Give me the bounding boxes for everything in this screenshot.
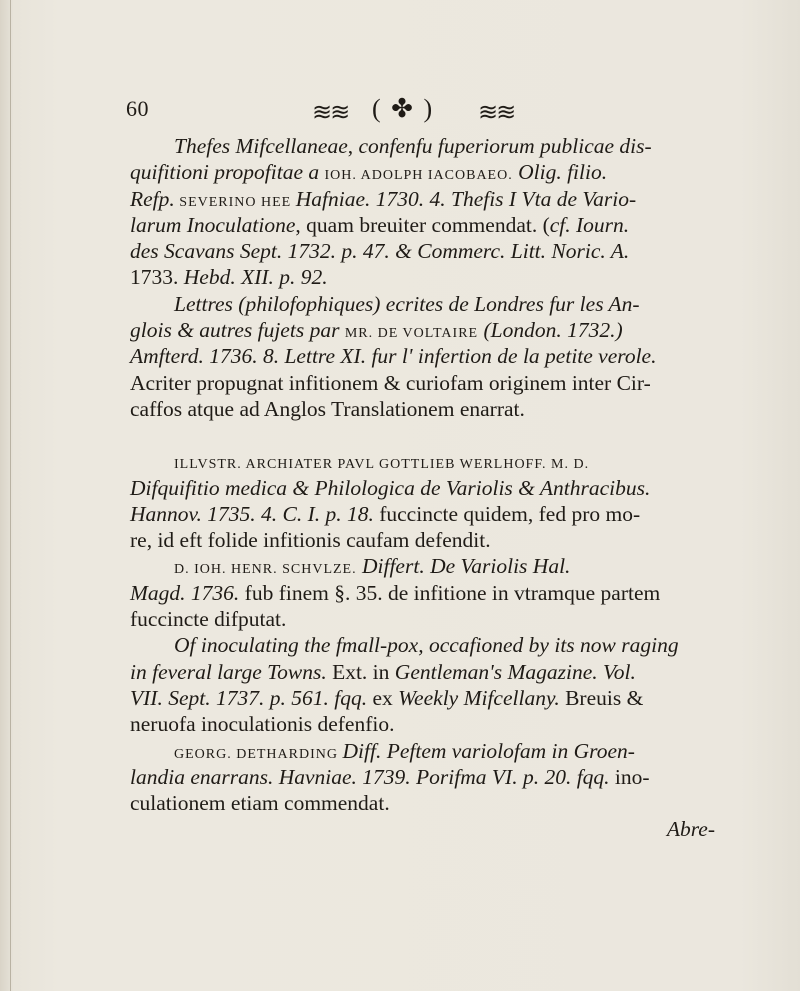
- paragraph-gap: [130, 422, 715, 448]
- roman-text: ,: [347, 134, 359, 158]
- roman-text: re, id eft folide infitionis caufam defendit.: [130, 528, 491, 553]
- italic-text: Gentleman's Magazine. Vol.: [394, 659, 636, 684]
- text-line: [130, 475, 715, 501]
- roman-text: , quam breuiter commendat. (: [295, 212, 550, 237]
- italic-text: Weekly Mifcellany.: [398, 685, 560, 710]
- roman-text: fuccincte difputat.: [130, 607, 287, 632]
- text-line: [130, 553, 715, 579]
- text-line: [130, 685, 715, 711]
- roman-text: ex: [367, 685, 399, 710]
- small-caps-name: IOH. ADOLPH IACOBAEO.: [324, 168, 513, 184]
- italic-text: cf. Iourn.: [549, 212, 630, 237]
- text-line: [130, 212, 715, 238]
- roman-text: Ext. in: [326, 659, 395, 684]
- ornament-left-icon: ≋≋: [312, 100, 349, 126]
- italic-text: Amfterd. 1736. 8. Lettre XI. fur l' infertion de la petite verole.: [130, 344, 657, 369]
- text-line: [130, 186, 715, 212]
- italic-text: Hafniae. 1730. 4. Thefis I Vta de Vario-: [295, 186, 637, 211]
- italic-text: Magd. 1736.: [130, 580, 240, 605]
- italic-text: landia enarrans. Havniae. 1739. Porifma VI. p. 20. fqq.: [130, 764, 610, 789]
- ornament-center-icon: ( ✤ ): [372, 94, 435, 123]
- catchword-text: Abre-: [666, 817, 715, 842]
- roman-text: fuccincte quidem, fed pro mo-: [373, 501, 641, 526]
- text-line: [130, 291, 715, 317]
- italic-text: Thefes Mifcellaneae: [174, 134, 348, 158]
- italic-text: Differt. De Variolis Hal.: [356, 554, 571, 579]
- small-caps-name: GEORG. DETHARDING: [174, 746, 343, 762]
- roman-text: caffos atque ad Anglos Translationem enarrat.: [130, 396, 525, 421]
- text-line: [130, 448, 715, 474]
- page-header: [126, 92, 726, 132]
- roman-text: ino-: [609, 764, 650, 789]
- italic-text: Of inoculating the fmall-pox, occafioned by its now raging: [174, 633, 679, 658]
- page-number: 60: [126, 96, 149, 121]
- italic-text: VII. Sept. 1737. p. 561. fqq.: [130, 685, 368, 710]
- italic-text: Olig. filio.: [512, 160, 608, 185]
- text-line: [130, 264, 715, 290]
- text-line: [130, 343, 715, 369]
- text-line: [130, 370, 715, 396]
- italic-text: (London. 1732.): [478, 318, 623, 343]
- roman-text: neruofa inoculationis defenfio.: [130, 712, 395, 737]
- italic-text: larum Inoculatione: [130, 212, 296, 237]
- small-caps-name: D. IOH. HENR. SCHVLZE.: [174, 562, 357, 578]
- italic-text: Difquifitio medica & Philologica de Variolis & Anthracibus.: [130, 475, 651, 500]
- italic-text: Hebd. XII. p. 92.: [183, 265, 328, 290]
- italic-text: Refp.: [130, 186, 175, 211]
- small-caps-name: SEVERINO HEE: [174, 194, 296, 210]
- text-line: [130, 738, 715, 764]
- roman-text: 1733.: [130, 265, 184, 290]
- text-line: [130, 396, 715, 422]
- italic-text: glois & autres fujets par: [130, 318, 345, 343]
- text-line: [130, 133, 715, 159]
- small-caps-name: ILLVSTR. ARCHIATER PAVL GOTTLIEB WERLHOFF. M. D.: [174, 457, 590, 473]
- ornament-right-icon: ≋≋: [478, 100, 515, 126]
- italic-text: quifitioni propofitae a: [130, 160, 325, 185]
- italic-text: confenfu fuperiorum publicae dis-: [358, 134, 652, 158]
- text-line: [130, 606, 715, 632]
- italic-text: Hannov. 1735. 4. C. I. p. 18.: [130, 501, 374, 526]
- roman-text: fub finem §. 35. de infitione in vtramque partem: [239, 580, 661, 605]
- text-line: [130, 764, 715, 790]
- text-line: [130, 238, 715, 264]
- text-line: [130, 317, 715, 343]
- text-line: [130, 790, 715, 816]
- italic-text: in feveral large Towns.: [130, 659, 327, 684]
- gutter-line: [10, 0, 11, 991]
- italic-text: Lettres (philofophiques) ecrites de Londres fur les An-: [174, 291, 640, 316]
- catchword: [130, 816, 715, 842]
- italic-text: des Scavans Sept. 1732. p. 47. & Commerc. Litt. Noric. A.: [130, 239, 630, 264]
- italic-text: Diff. Peftem variolofam in Groen-: [342, 738, 635, 763]
- text-line: [130, 632, 715, 658]
- roman-text: culationem etiam commendat.: [130, 791, 390, 816]
- text-line: [130, 501, 715, 527]
- text-line: [130, 580, 715, 606]
- body-text: [130, 133, 715, 843]
- small-caps-name: MR. DE VOLTAIRE: [344, 326, 479, 342]
- text-line: [130, 711, 715, 737]
- text-line: [130, 159, 715, 185]
- roman-text: Breuis &: [559, 685, 644, 710]
- text-line: [130, 659, 715, 685]
- text-line: [130, 527, 715, 553]
- roman-text: Acriter propugnat infitionem & curiofam originem inter Cir-: [130, 370, 651, 395]
